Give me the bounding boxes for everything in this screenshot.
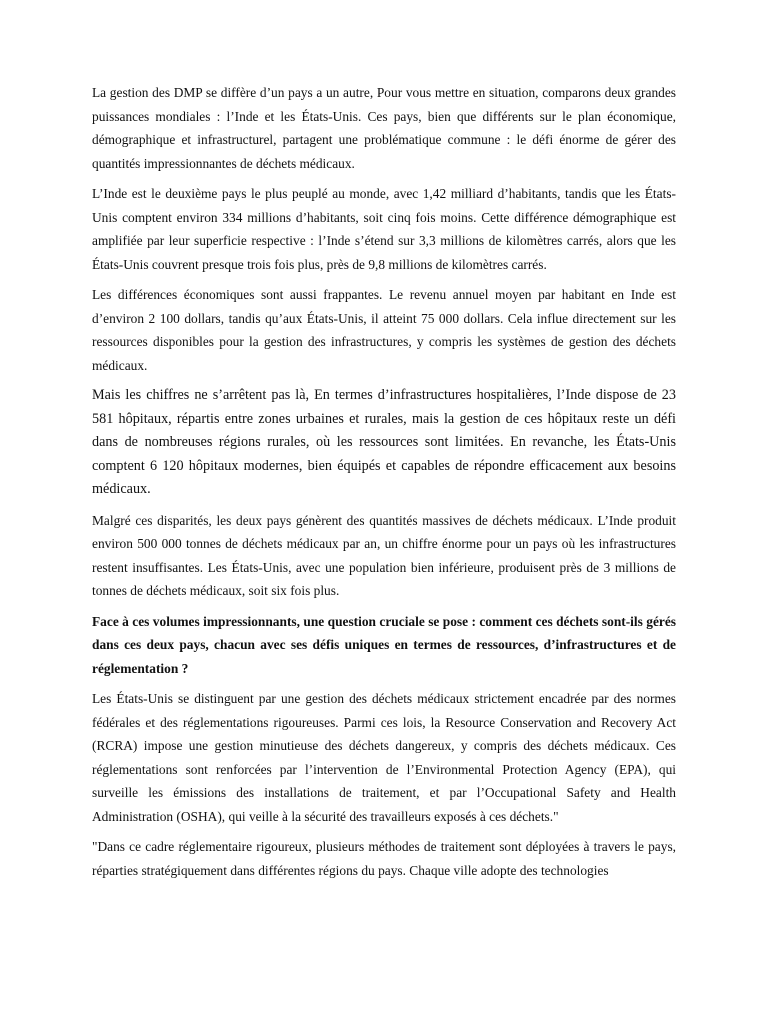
paragraph-demography: L’Inde est le deuxième pays le plus peuplé au monde, avec 1,42 milliard d’habitants, tandis que les États-Unis comptent environ 334 millions d’habitants, soit cinq fois moins. Cette différence démographique est amplifiée par leur superficie respective : l’Inde s’étend sur 3,3 millions de kilomètres carrés, alors que les États-Unis couvrent presque trois fois plus, près de 9,8 millions de kilomètres carrés. (92, 186, 676, 272)
paragraph-key-question: Face à ces volumes impressionnants, une question cruciale se pose : comment ces déchets sont-ils gérés dans ces deux pays, chacun avec ses défis uniques en termes de ressources, d’infrastructures et de réglementation ? (92, 613, 676, 676)
paragraph-treatment-methods: "Dans ce cadre réglementaire rigoureux, plusieurs méthodes de traitement sont déployées à travers le pays, réparties stratégiquement dans différentes régions du pays. Chaque ville adopte des technologies (92, 839, 676, 878)
paragraph-us-regulation: Les États-Unis se distinguent par une gestion des déchets médicaux strictement encadrée par des normes fédérales et des réglementations rigoureuses. Parmi ces lois, la Resource Conservation and Recovery Act (RCRA) impose une gestion minutieuse des déchets dangereux, y compris des déchets médicaux. Ces réglementations sont renforcées par l’intervention de l’Environmental Protection Agency (EPA), qui surveille les émissions des installations de traitement, et par l’Occupational Safety and Health Administration (OSHA), qui veille à la sécurité des travailleurs exposés à ces déchets." (92, 691, 676, 824)
paragraph-waste-volumes: Malgré ces disparités, les deux pays génèrent des quantités massives de déchets médicaux. L’Inde produit environ 500 000 tonnes de déchets médicaux par an, un chiffre énorme pour un pays où les infrastructures restent insuffisantes. Les États-Unis, avec une population bien inférieure, produisent près de 3 millions de tonnes de déchets médicaux, soit six fois plus. (92, 512, 676, 598)
paragraph-hospitals: Mais les chiffres ne s’arrêtent pas là, En termes d’infrastructures hospitalières, l’Inde dispose de 23 581 hôpitaux, répartis entre zones urbaines et rurales, mais la gestion de ces hôpitaux reste un défi dans de nombreuses régions rurales, où les ressources sont limitées. En revanche, les États-Unis comptent 6 120 hôpitaux modernes, bien équipés et capables de répondre efficacement aux besoins médicaux. (92, 387, 676, 497)
paragraph-economy: Les différences économiques sont aussi frappantes. Le revenu annuel moyen par habitant en Inde est d’environ 2 100 dollars, tandis qu’aux États-Unis, il atteint 75 000 dollars. Cela influe directement sur les ressources disponibles pour la gestion des infrastructures, y compris les systèmes de gestion des déchets médicaux. (92, 287, 676, 373)
document-page (92, 81, 676, 889)
paragraph-dmp-intro: La gestion des DMP se diffère d’un pays a un autre, Pour vous mettre en situation, comparons deux grandes puissances mondiales : l’Inde et les États-Unis. Ces pays, bien que différents sur le plan économique, démographique et infrastructurel, partagent une problématique commune : le défi énorme de gérer des quantités impressionnantes de déchets médicaux. (92, 85, 676, 171)
